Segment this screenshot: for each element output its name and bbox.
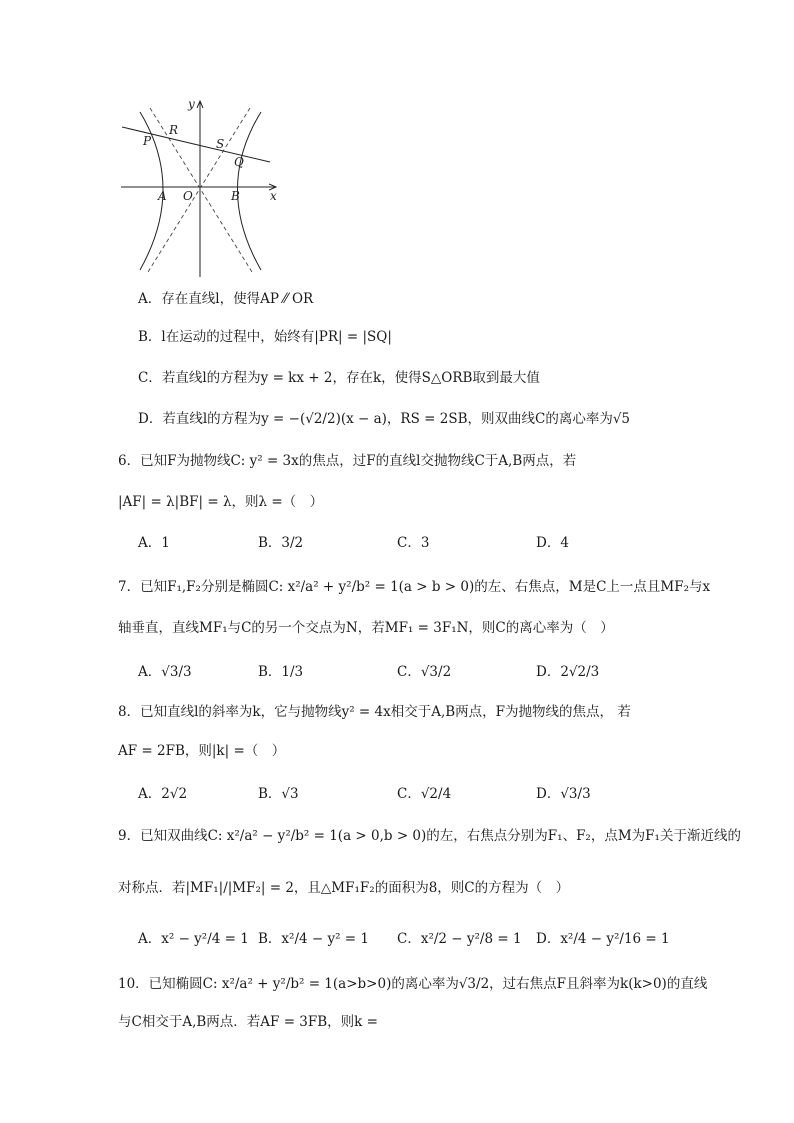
label-B: B — [231, 189, 240, 203]
label-R: R — [169, 123, 179, 137]
q9-option-c: C．x²/2 − y²/8 = 1 — [397, 931, 522, 947]
label-A: A — [158, 189, 167, 203]
q8-stem-line2: AF = 2FB，则|k| =（ ） — [118, 743, 286, 759]
q6-stem-line2: |AF| = λ|BF| = λ，则λ =（ ） — [118, 494, 324, 510]
q8-option-b: B．√3 — [258, 786, 299, 802]
q7-option-d: D．2√2/3 — [536, 664, 600, 680]
label-Q: Q — [234, 155, 244, 169]
q8-stem-line1: 8．已知直线l的斜率为k，它与抛物线y² = 4x相交于A,B两点，F为抛物线的焦点， 若 — [118, 704, 631, 720]
q7-option-b: B．1/3 — [258, 664, 304, 680]
q6-option-c: C．3 — [397, 535, 430, 551]
q9-stem-line2: 对称点．若|MF₁|/|MF₂| = 2，且△MF₁F₂的面积为8，则C的方程为（ ） — [118, 880, 570, 896]
q9-stem-line1: 9．已知双曲线C: x²/a² − y²/b² = 1(a > 0,b > 0)的左，右焦点分别为F₁、F₂，点M为F₁关于渐近线的 — [118, 828, 741, 844]
q5-option-d: D．若直线l的方程为y = −(√2/2)(x − a)，RS = 2SB，则双曲线C的离心率为√5 — [138, 411, 631, 427]
q9-option-a: A．x² − y²/4 = 1 — [138, 931, 249, 947]
label-S: S — [216, 137, 225, 151]
q6-stem-line1: 6．已知F为抛物线C: y² = 3x的焦点，过F的直线l交抛物线C于A,B两点，若 — [118, 453, 577, 469]
label-O: O — [183, 189, 193, 203]
q5-option-c: C．若直线l的方程为y = kx + 2，存在k，使得S△ORB取到最大值 — [138, 370, 540, 386]
hyperbola-right-branch — [238, 112, 262, 270]
q7-stem-line2: 轴垂直，直线MF₁与C的另一个交点为N，若MF₁ = 3F₁N，则C的离心率为（ ） — [118, 620, 614, 636]
label-x: x — [270, 189, 277, 203]
q8-option-a: A．2√2 — [138, 786, 188, 802]
label-y: y — [188, 97, 195, 111]
q9-option-b: B．x²/4 − y² = 1 — [258, 931, 369, 947]
q6-option-b: B．3/2 — [258, 535, 304, 551]
q8-option-c: C．√2/4 — [397, 786, 452, 802]
hyperbola-diagram — [118, 96, 290, 278]
hyperbola-figure — [118, 96, 290, 278]
q8-option-d: D．√3/3 — [536, 786, 591, 802]
q10-stem-line2: 与C相交于A,B两点．若AF = 3FB，则k = — [118, 1014, 378, 1030]
q6-option-d: D．4 — [536, 535, 569, 551]
q9-option-d: D．x²/4 − y²/16 = 1 — [536, 931, 670, 947]
q5-option-b: B．l在运动的过程中，始终有|PR| = |SQ| — [138, 329, 392, 345]
q6-option-a: A．1 — [138, 535, 170, 551]
q10-stem-line1: 10．已知椭圆C: x²/a² + y²/b² = 1(a>b>0)的离心率为√3/2，过右焦点F且斜率为k(k>0)的直线 — [118, 976, 708, 992]
q7-stem-line1: 7．已知F₁,F₂分别是椭圆C: x²/a² + y²/b² = 1(a > b > 0)的左、右焦点，M是C上一点且MF₂与x — [118, 579, 711, 595]
q5-option-a: A．存在直线l，使得AP ⁄⁄ OR — [138, 291, 314, 307]
label-P: P — [143, 134, 152, 148]
q7-option-c: C．√3/2 — [397, 664, 452, 680]
q7-option-a: A．√3/3 — [138, 664, 192, 680]
